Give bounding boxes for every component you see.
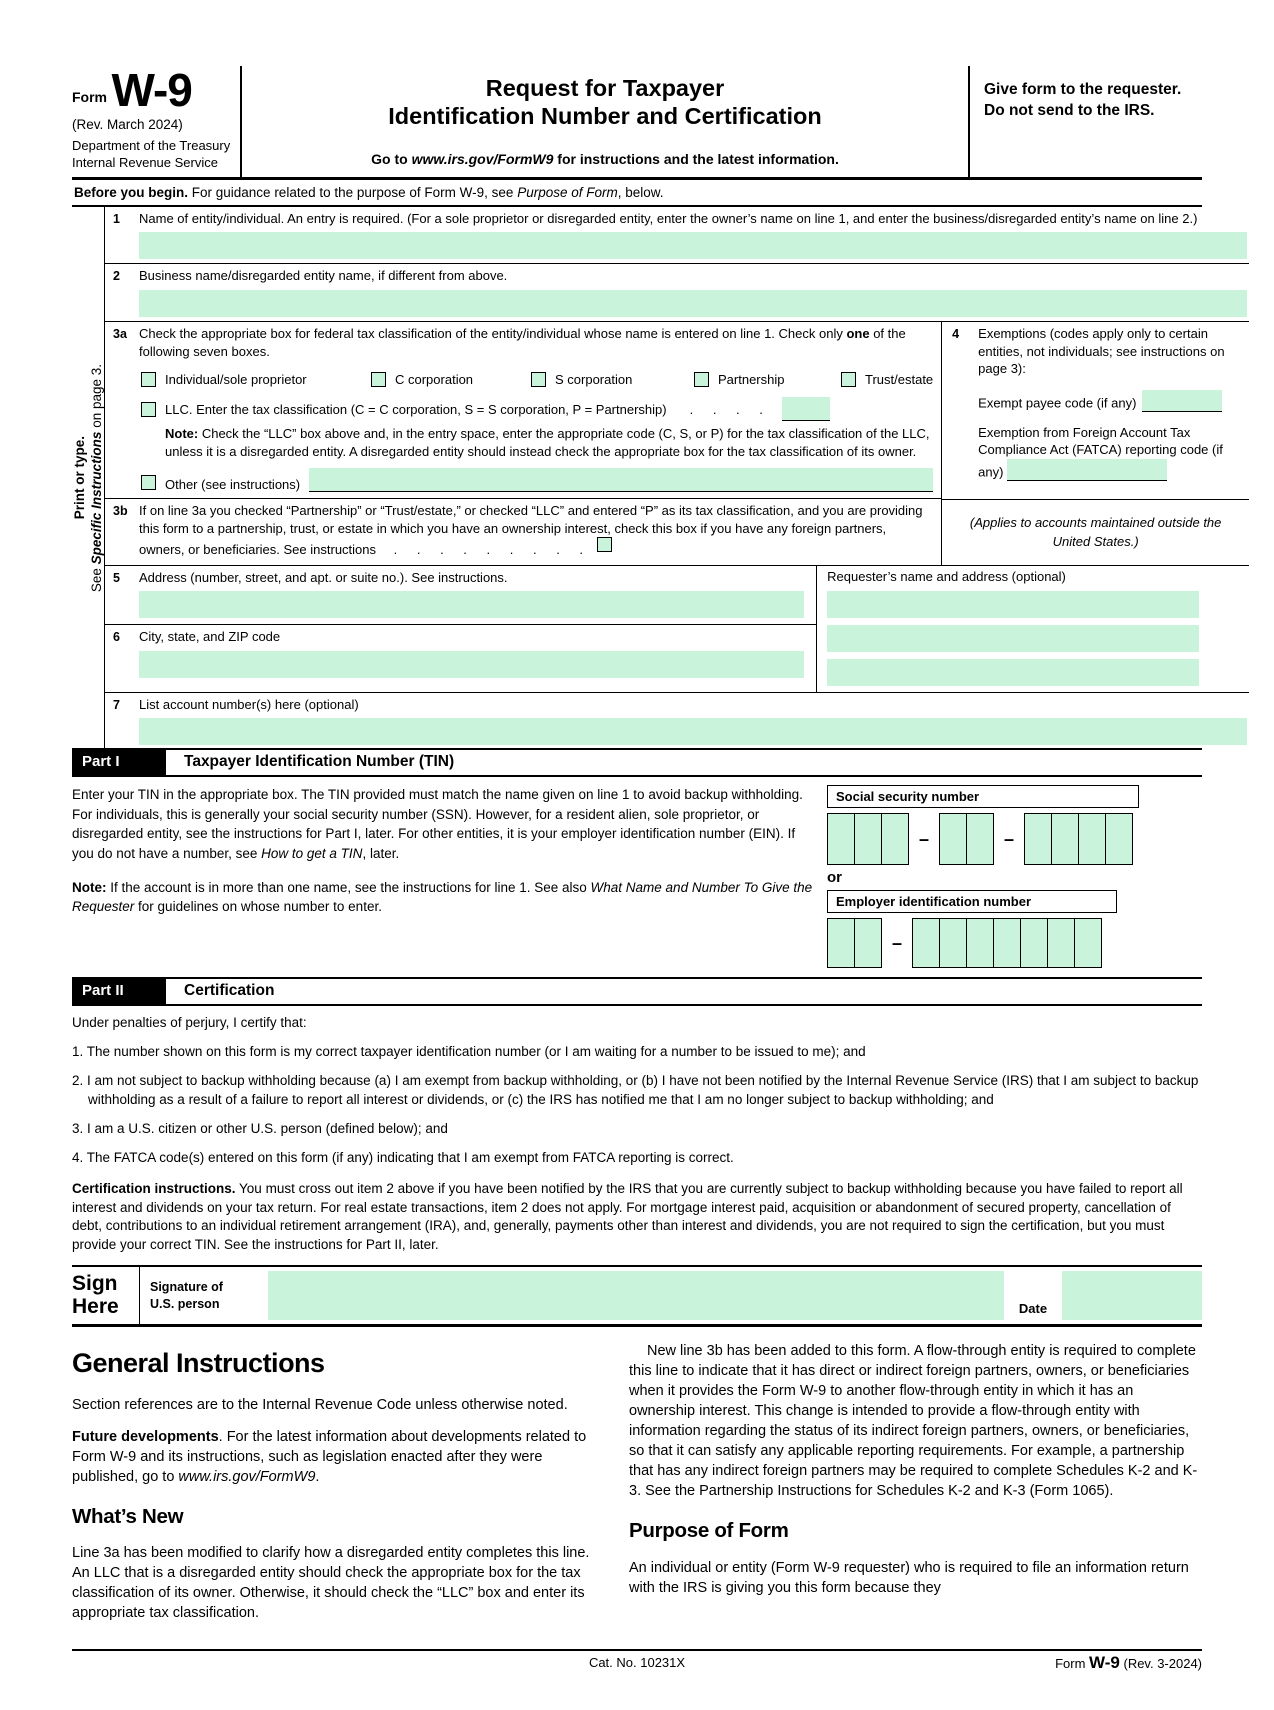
goto-instructions: Go to www.irs.gov/FormW9 for instructions and the latest information.	[371, 150, 839, 167]
certification-item-3: 3. I am a U.S. citizen or other U.S. person (defined below); and	[72, 1120, 448, 1136]
requester-input-line-1[interactable]	[827, 591, 1199, 618]
line-5-label: Address (number, street, and apt. or suite no.). See instructions.	[139, 569, 508, 585]
ssn-digit-9[interactable]	[1105, 813, 1133, 865]
department-label: Department of the Treasury	[72, 138, 231, 154]
line-3a-label: Check the appropriate box for federal tax classification of the entity/individual whose name is entered on line 1. Check only one of the following seven boxes.	[139, 325, 906, 359]
form-number: W-9	[111, 64, 192, 116]
ein-digit-8[interactable]	[1047, 918, 1075, 968]
ssn-input-cells	[827, 813, 1202, 865]
part-2-badge: Part II	[72, 979, 166, 1004]
address-input[interactable]	[139, 591, 804, 618]
option-other	[141, 468, 933, 492]
part-1-title: Taxpayer Identification Number (TIN)	[184, 753, 455, 771]
individual-checkbox[interactable]	[141, 372, 156, 387]
purpose-of-form-title: Purpose of Form	[629, 1519, 789, 1543]
see-instructions-label: See Specific Instructions on page 3.	[89, 364, 104, 593]
requester-label: Requester’s name and address (optional)	[827, 568, 1066, 584]
give-form-note: Give form to the requester. Do not send to the IRS.	[984, 81, 1182, 119]
certification-item-1: 1. The number shown on this form is my correct taxpayer identification number (or I am waiting for a number to be issued to me); and	[72, 1044, 866, 1060]
part-2-title: Certification	[184, 982, 275, 1000]
exempt-payee-line: Exempt payee code (if any)	[978, 390, 1243, 412]
ssn-digit-2[interactable]	[854, 813, 882, 865]
form-word: Form	[72, 89, 107, 105]
ssn-digit-6[interactable]	[1024, 813, 1052, 865]
ssn-dash-1: –	[919, 828, 930, 849]
classification-section	[105, 321, 1249, 565]
page-footer	[72, 1649, 1202, 1670]
option-c-corporation: C corporation	[371, 372, 531, 387]
partnership-checkbox[interactable]	[694, 372, 709, 387]
llc-classification-input[interactable]	[782, 397, 830, 421]
s-corporation-checkbox[interactable]	[531, 372, 546, 387]
certification-section	[72, 1006, 1202, 1265]
ssn-digit-3[interactable]	[881, 813, 909, 865]
ein-input-cells	[827, 918, 1202, 968]
line-1-row	[105, 207, 1249, 264]
part-1-badge: Part I	[72, 750, 166, 775]
footer-form-id: Form W-9 (Rev. 3-2024)	[1055, 1652, 1202, 1672]
line-3a-number: 3a	[113, 326, 127, 341]
signature-input[interactable]	[268, 1271, 1004, 1320]
certification-instructions: Certification instructions. You must cross out item 2 above if you have been notified by the IRS that you are currently subject to backup withholding because you have failed to report all interest and dividends on your tax return. For real estate transactions, item 2 does not apply. For mortgage interest paid, acquisition or abandonment of secured property, cancellation of debt, contributions to an individual retirement arrangement (IRA), and, generally, payments other than interest and dividends, you are not required to sign the certification, but you must provide your correct TIN. See the instructions for Part II, later.	[72, 1180, 1183, 1253]
ssn-digit-8[interactable]	[1078, 813, 1106, 865]
future-developments: Future developments. For the latest information about developments related to Form W-9 and its instructions, such as legislation enacted after they were published, go to www.irs.gov/FormW9.	[72, 1428, 587, 1485]
trust-estate-checkbox[interactable]	[841, 372, 856, 387]
option-trust-estate: Trust/estate	[841, 372, 933, 387]
requester-block	[817, 566, 1249, 692]
print-or-type-label: Print or type.	[72, 436, 87, 520]
purpose-paragraph: An individual or entity (Form W-9 requester) who is required to file an information return with the IRS is giving you this form because they	[629, 1559, 1189, 1596]
ein-digit-4[interactable]	[939, 918, 967, 968]
option-individual: Individual/sole proprietor	[141, 372, 371, 387]
classification-options	[141, 372, 933, 387]
sign-here-section	[72, 1265, 1202, 1327]
certification-item-4: 4. The FATCA code(s) entered on this form (if any) indicating that I am exempt from FATCA reporting is correct.	[72, 1149, 734, 1165]
form-revision: (Rev. March 2024)	[72, 117, 183, 133]
address-section	[105, 565, 1249, 692]
other-checkbox[interactable]	[141, 475, 156, 490]
ssn-dash-2: –	[1004, 828, 1015, 849]
ein-digit-2[interactable]	[854, 918, 882, 968]
line-6-row	[105, 624, 816, 684]
catalog-number: Cat. No. 10231X	[588, 1654, 686, 1670]
ein-label: Employer identification number	[827, 890, 1117, 913]
fatca-line: Exemption from Foreign Account Tax Compliance Act (FATCA) reporting code (if any)	[978, 424, 1223, 480]
agency-label: Internal Revenue Service	[72, 154, 218, 170]
fatca-code-input[interactable]	[1007, 459, 1167, 481]
whats-new-title: What’s New	[72, 1504, 184, 1528]
certification-intro: Under penalties of perjury, I certify that:	[72, 1015, 307, 1031]
line-3b-label: If on line 3a you checked “Partnership” or “Trust/estate,” or checked “LLC” and entered “P” as its tax classification, and you are providing this form to a partnership, trust, or estate in which you have an ownership interest, check this box if you have any foreign partners, owners, or beneficiaries. See instructions	[139, 503, 923, 558]
line-3a-row	[105, 322, 941, 498]
ssn-digit-1[interactable]	[827, 813, 855, 865]
line-3b-row	[105, 498, 941, 565]
ein-digit-3[interactable]	[912, 918, 940, 968]
line-2-row	[105, 263, 1249, 321]
ein-digit-6[interactable]	[993, 918, 1021, 968]
line-3b-explanation: New line 3b has been added to this form. A flow-through entity is required to complete this line to indicate that it has direct or indirect foreign partners, owners, or beneficiaries when it provides the Form W-9 to another flow-through entity in which it has an ownership interest. This change is intended to provide a flow-through entity with information regarding the status of its indirect foreign partners, owners, or beneficiaries, so that it can satisfy any applicable reporting requirements. For example, a partnership that has any indirect foreign partners may be required to complete Schedules K-2 and K-3. See the Partnership Instructions for Schedules K-2 and K-3 (Form 1065).	[629, 1343, 1198, 1500]
option-s-corporation: S corporation	[531, 372, 694, 387]
date-input[interactable]	[1062, 1271, 1202, 1320]
ssn-digit-4[interactable]	[939, 813, 967, 865]
box-4-exemptions	[942, 322, 1249, 565]
section-references: Section references are to the Internal Revenue Code unless otherwise noted.	[72, 1396, 568, 1413]
city-state-zip-input[interactable]	[139, 651, 804, 678]
ein-digit-1[interactable]	[827, 918, 855, 968]
box-4-number: 4	[952, 326, 960, 341]
option-partnership: Partnership	[694, 372, 841, 387]
requester-input-line-2[interactable]	[827, 625, 1199, 652]
line-1-label: Name of entity/individual. An entry is required. (For a sole proprietor or disregarded entity, enter the owner’s name on line 1, and enter the business/disregarded entity’s name on line 2.)	[139, 210, 1198, 226]
form-header	[72, 66, 1202, 180]
certification-item-2: 2. I am not subject to backup withholding because (a) I am exempt from backup withholding, or (b) I have not been notified by the Internal Revenue Service (IRS) that I am subject to backup withholding as a result of a failure to report all interest or dividends, or (c) the IRS has notified me that I am no longer subject to backup withholding; and	[72, 1073, 1199, 1108]
general-instructions-title: General Instructions	[72, 1348, 325, 1379]
line-1-number: 1	[113, 211, 120, 226]
irs-url: www.irs.gov/FormW9	[411, 150, 554, 167]
foreign-partners-checkbox[interactable]	[597, 537, 612, 552]
line-3b-number: 3b	[113, 504, 128, 519]
line-6-number: 6	[113, 630, 120, 645]
ein-digit-5[interactable]	[966, 918, 994, 968]
or-label: or	[827, 869, 842, 887]
requester-input-line-3[interactable]	[827, 659, 1199, 686]
llc-checkbox[interactable]	[141, 402, 156, 417]
name-input[interactable]	[139, 232, 1247, 259]
account-numbers-input[interactable]	[139, 718, 1247, 745]
other-input[interactable]	[309, 468, 933, 492]
part-1-body	[72, 777, 1202, 978]
llc-dot-leader: . . . .	[689, 401, 763, 417]
ein-digit-9[interactable]	[1074, 918, 1102, 968]
line-6-label: City, state, and ZIP code	[139, 629, 281, 645]
before-you-begin: Before you begin. For guidance related to the purpose of Form W-9, see Purpose of Form, below.	[72, 180, 1202, 207]
business-name-input[interactable]	[139, 290, 1247, 317]
line-7-number: 7	[113, 697, 120, 712]
general-instructions-section	[72, 1327, 1202, 1635]
line-5-row	[105, 566, 816, 625]
line-3b-dot-leader: . . . . . . . . .	[393, 542, 584, 558]
line-2-label: Business name/disregarded entity name, if different from above.	[139, 268, 508, 284]
ein-digit-7[interactable]	[1020, 918, 1048, 968]
ssn-digit-7[interactable]	[1051, 813, 1079, 865]
form-fields-section	[72, 207, 1225, 749]
line-5-number: 5	[113, 570, 120, 585]
line-7-label: List account number(s) here (optional)	[139, 696, 359, 712]
tin-instructions: Enter your TIN in the appropriate box. The TIN provided must match the name given on line 1 to avoid backup withholding. For individuals, this is generally your social security number (SSN). However, for a resident alien, sole proprietor, or disregarded entity, see the instructions for Part I, later. For other entities, it is your employer identification number (EIN). If you do not have a number, see How to get a TIN, later.	[72, 787, 803, 862]
tin-note: Note: If the account is in more than one name, see the instructions for line 1. See also What Name and Number To Give the Requester for guidelines on whose number to enter.	[72, 879, 813, 915]
part-2-header	[72, 977, 1202, 1006]
form-id-block	[72, 66, 242, 177]
c-corporation-checkbox[interactable]	[371, 372, 386, 387]
sign-here-label: Sign Here	[72, 1267, 140, 1324]
exempt-payee-code-input[interactable]	[1142, 390, 1222, 412]
date-label: Date	[1018, 1301, 1048, 1317]
ssn-digit-5[interactable]	[966, 813, 994, 865]
whats-new-paragraph: Line 3a has been modified to clarify how a disregarded entity completes this line. An LLC that is a disregarded entity should check the appropriate box for the tax classification of its owner. Otherwise, it should check the “LLC” box and enter its appropriate tax classification.	[72, 1544, 590, 1621]
print-or-type-sidebar	[72, 207, 105, 749]
llc-label: LLC. Enter the tax classification (C = C corporation, S = S corporation, P = Partnership)	[165, 401, 667, 417]
option-llc	[141, 397, 933, 421]
box-4-label: Exemptions (codes apply only to certain entities, not individuals; see instructions on page 3):	[978, 325, 1225, 377]
other-label: Other (see instructions)	[165, 477, 301, 493]
line-2-number: 2	[113, 269, 120, 284]
llc-note: Note: Check the “LLC” box above and, in the entry space, enter the appropriate code (C, S, or P) for the tax classification of the LLC, unless it is a disregarded entity. A disregarded entity should instead check the appropriate box for the tax classification of its owner.	[165, 426, 930, 459]
signature-label: Signature of U.S. person	[150, 1280, 223, 1311]
line-7-row	[105, 692, 1249, 750]
form-title: Request for Taxpayer Identification Number and Certification	[388, 75, 822, 130]
ssn-label: Social security number	[827, 785, 1139, 808]
form-title-block	[242, 66, 970, 177]
part-1-header	[72, 748, 1202, 777]
applies-note: (Applies to accounts maintained outside the United States.)	[942, 499, 1249, 564]
ein-dash: –	[892, 932, 903, 953]
